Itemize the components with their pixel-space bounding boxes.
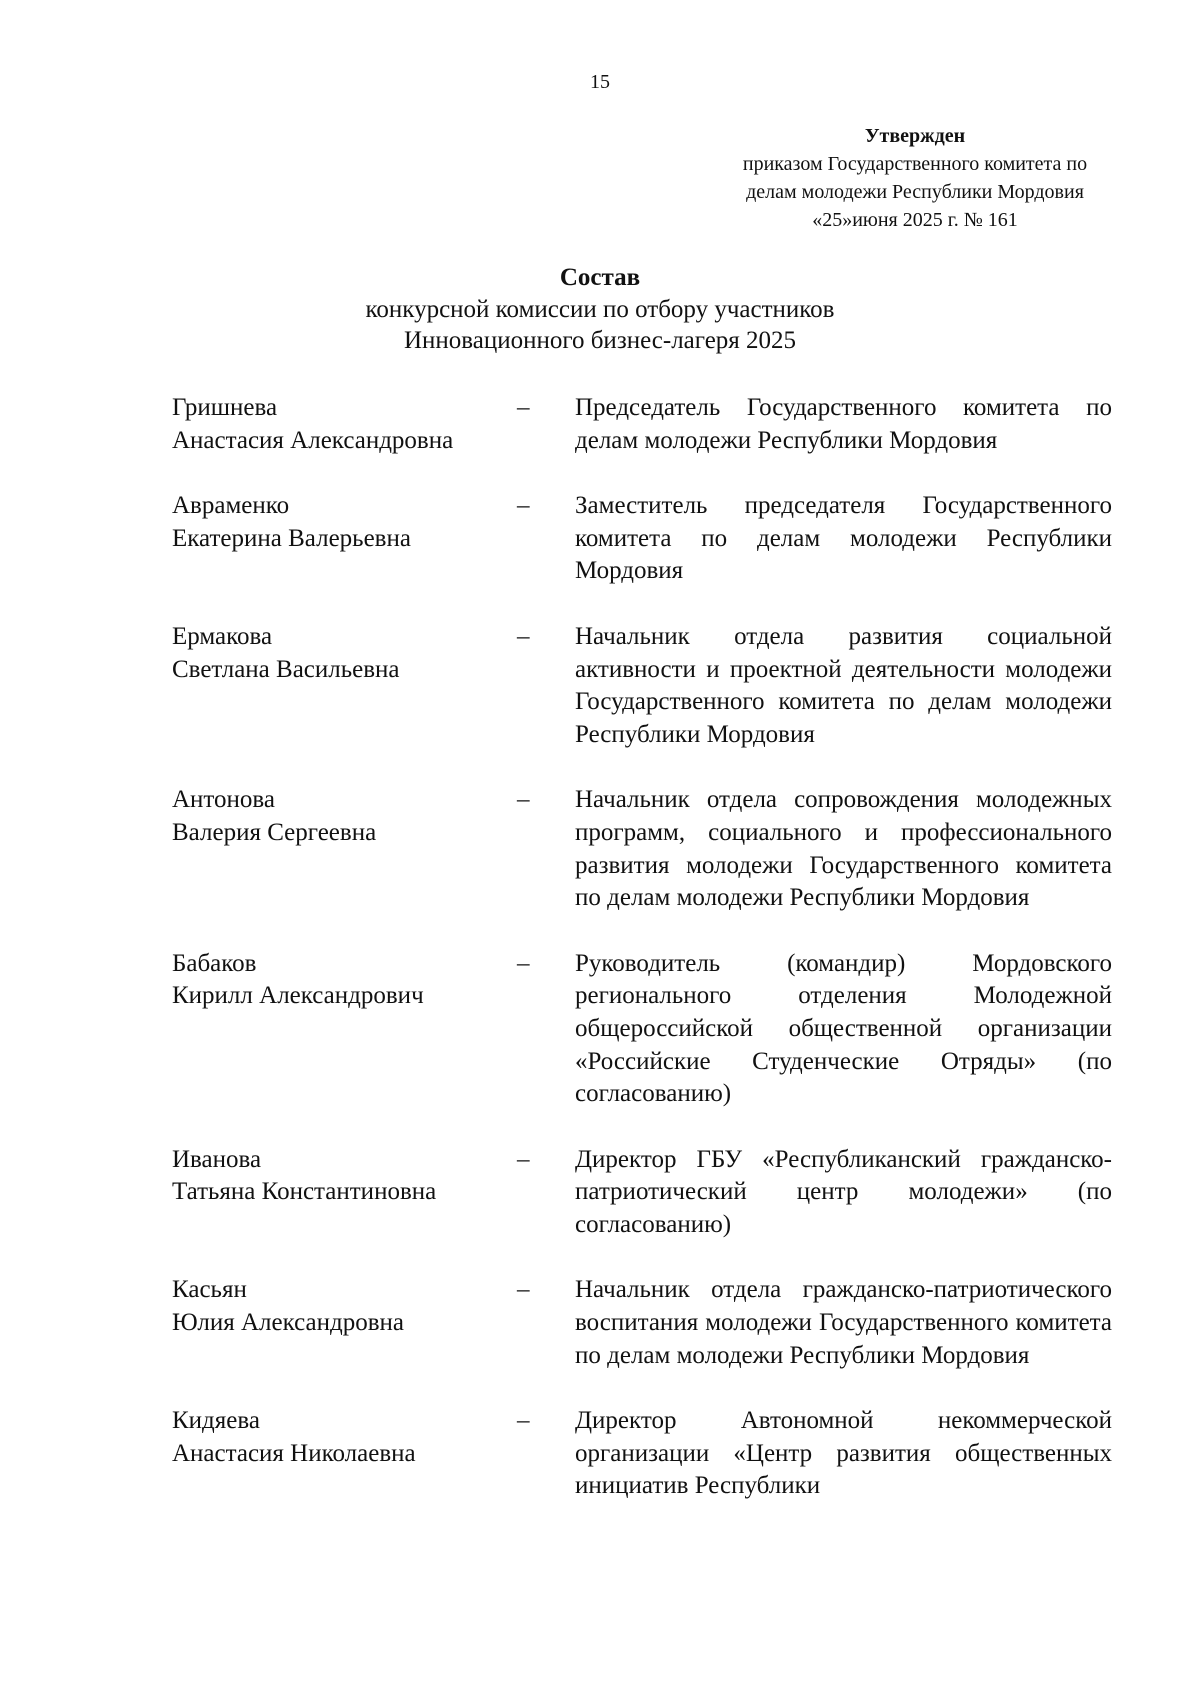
- member-name: [172, 1405, 517, 1470]
- member-dash: –: [517, 949, 530, 977]
- member-given-names: Юлия Александровна: [172, 1309, 404, 1337]
- member-row: [172, 948, 1112, 1111]
- approval-line-3: «25»июня 2025 г. № 161: [812, 209, 1018, 231]
- document-title: Состав: [559, 264, 641, 291]
- approval-line-1: приказом Государственного комитета по: [742, 153, 1088, 175]
- document-subtitle-line-2: Инновационного бизнес-лагеря 2025: [403, 327, 797, 354]
- member-position: Руководитель (командир) Мордовского регионального отделения Молодежной общероссийской общественной организации «Российские Студенческие Отряды» (по согласованию): [575, 949, 1112, 1108]
- member-dash: –: [517, 394, 530, 421]
- approval-block: [700, 122, 1130, 234]
- member-dash: –: [517, 1276, 530, 1304]
- member-position: Начальник отдела развития социальной активности и проектной деятельности молодежи Государственного комитета по делам молодежи Республики Мордовия: [575, 622, 1112, 748]
- member-surname: Авраменко: [172, 492, 290, 520]
- member-position: Директор ГБУ «Республиканский гражданско-патриотический центр молодежи» (по согласованию): [575, 1145, 1112, 1238]
- member-name: [172, 784, 517, 849]
- member-row: [172, 1144, 1112, 1242]
- member-row: [172, 1405, 1112, 1503]
- page-number: 15: [590, 71, 610, 93]
- member-dash: –: [517, 786, 530, 814]
- member-position: Заместитель председателя Государственного комитета по делам молодежи Республики Мордовия: [575, 492, 1112, 585]
- member-surname: Касьян: [172, 1276, 247, 1304]
- member-given-names: Валерия Сергеевна: [172, 818, 377, 846]
- member-given-names: Светлана Васильевна: [172, 655, 400, 683]
- member-dash: –: [517, 492, 530, 520]
- member-surname: Бабаков: [172, 949, 257, 977]
- member-given-names: Татьяна Константиновна: [172, 1178, 437, 1206]
- commission-members-list: [172, 392, 1112, 1536]
- member-dash: –: [517, 1407, 530, 1435]
- member-dash: –: [517, 1145, 530, 1173]
- member-dash: –: [517, 622, 530, 650]
- member-surname: Иванова: [172, 1145, 262, 1173]
- approval-title: Утвержден: [864, 125, 966, 147]
- member-row: [172, 1274, 1112, 1372]
- member-row: [172, 392, 1112, 457]
- member-surname: Кидяева: [172, 1407, 260, 1435]
- member-position: Директор Автономной некоммерческой организации «Центр развития общественных инициатив Республики: [575, 1407, 1112, 1500]
- member-row: [172, 490, 1112, 588]
- member-name: [172, 1274, 517, 1339]
- document-subtitle-line-1: конкурсной комиссии по отбору участников: [365, 296, 835, 323]
- member-position: Начальник отдела сопровождения молодежных программ, социального и профессионального развития молодежи Государственного комитета по делам молодежи Республики Мордовия: [575, 786, 1112, 912]
- member-position: Начальник отдела гражданско-патриотического воспитания молодежи Государственного комитета по делам молодежи Республики Мордовия: [575, 1276, 1112, 1369]
- approval-line-2: делам молодежи Республики Мордовия: [746, 181, 1084, 203]
- member-name: [172, 392, 517, 457]
- member-name: [172, 948, 517, 1013]
- document-heading: [0, 262, 1200, 356]
- member-given-names: Анастасия Николаевна: [172, 1439, 416, 1467]
- member-surname: Гришнева: [172, 394, 278, 421]
- member-name: [172, 621, 517, 686]
- member-surname: Ермакова: [172, 622, 273, 650]
- member-row: [172, 784, 1112, 914]
- member-given-names: Кирилл Александрович: [172, 982, 424, 1010]
- member-given-names: Анастасия Александровна: [172, 426, 454, 454]
- member-given-names: Екатерина Валерьевна: [172, 524, 411, 552]
- member-surname: Антонова: [172, 786, 275, 814]
- member-row: [172, 621, 1112, 751]
- member-name: [172, 1144, 517, 1209]
- member-name: [172, 490, 517, 555]
- member-position: Председатель Государственного комитета по делам молодежи Республики Мордовия: [575, 394, 1112, 454]
